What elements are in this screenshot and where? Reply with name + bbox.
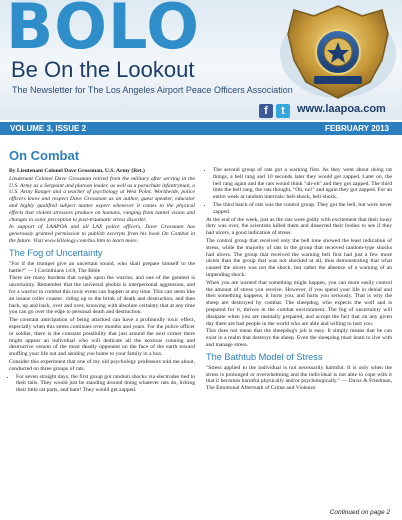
- experiment-list-continued: [206, 167, 392, 216]
- website-link[interactable]: www.laapoa.com: [297, 103, 386, 115]
- masthead: [0, 0, 402, 120]
- issue-date: FEBRUARY 2013: [324, 124, 389, 133]
- section-heading-fog: The Fog of Uncertainty: [9, 247, 103, 258]
- list-item: • The second group of rats got a warning first. As they went about doing rat things, a bell rang and 10 seconds later they would get zapped. Later on, the bell rang again and the rats would think "uh-oh" and they got zapped. The third time the bell rang, the rats thought, "Oh, no!" and again they got zapped. For an entire week at random intervals: bell-shock, bell-shock.: [213, 167, 392, 201]
- twitter-icon[interactable]: t: [276, 104, 290, 118]
- paragraph: "Stress applied to the individual is not necessarily harmful. It is only when the stress is prolonged or overwhelming and the individual is not able to cope with it that it becomes harmful physically and/or psychologically." — Davis & Friedman, The Emotional Aftermath of Crime and Violence: [206, 364, 392, 392]
- social-icons: [259, 104, 290, 118]
- paragraph: The control group that received only the bell tone showed the least indication of stress, while the majority of rats in the group that received random-type shocks had ulcers. The group that received the warning bell first had just a few more ulcers than the group that was not shocked at all, thus demonstrating that what caused the ulcers was not the shock, but rather the absence of a warning of an impending shock.: [206, 237, 392, 278]
- article-headline: On Combat: [9, 148, 80, 163]
- paragraph: The constant anticipation of being attacked can have a profoundly toxic effect, especially when this stress continues over months and years. For the police officer or soldier, there is the constant possibility that just around the next corner there might appear an individual who will dedicate all the noxious cunning and destructive venom of the most deadly opponent on the face of the earth toward snuffing your life out and sending you home to your family in a box.: [9, 317, 195, 358]
- article-column-right: [206, 167, 392, 393]
- bolo-logo: BOLO: [6, 0, 200, 63]
- author-bio: Lieutenant Colonel Dave Grossman retired from the military after serving in the U.S. Army as a Sergeant and platoon leader, as well as a parachute infantryman, a U.S. Army Ranger and a teacher of psychology at West Point. Worldwide, police officers know and respect Dave Grossman as an author, guest speaker, educator and highly qualified subject matter expert whenever it comes to the physical effects that violent stressors produce on humans, ranging from tunnel vision and changes in sonic perception to post-traumatic stress disorder.: [9, 175, 195, 223]
- facebook-icon[interactable]: f: [259, 104, 273, 118]
- newsletter-subtitle: Be On the Lookout: [11, 57, 195, 82]
- article-column-left: [9, 168, 195, 395]
- newsletter-tagline: The Newsletter for The Los Angeles Airport Peace Officers Association: [12, 85, 293, 95]
- continued-note[interactable]: Continued on page 2: [329, 509, 390, 516]
- paragraph: At the end of the week, just as the rats were giddy with excitement that their lousy duty was over, the scientists killed them and dissected their bodies to see if they had ulcers, a good indication of stress.: [206, 216, 392, 237]
- paragraph: This does not mean that the sheepdog's job is easy. It simply means that he can exist in a realm that destroys the sheep. Even the sheepdog must learn to live with and manage stress.: [206, 328, 392, 348]
- permission-note: In support of LAAPOA and all LAX police officers, Dave Grossman has generously granted permission to publish excerpts from his book On Combat in the future. Visit www.killology.com/bio.htm to learn more.: [9, 224, 195, 244]
- epigraph-quote: "For if the trumpet give an uncertain sound, who shall prepare himself to the battle?" — I Corinthians 14:8, The Bible: [9, 260, 195, 274]
- list-item: • For seven straight days, the first group got random shocks via electrodes tied to their tails. They would just be standing around doing whatever rats do, licking their little rat parts, and bam! They would get zapped.: [16, 374, 195, 394]
- paragraph: There are many burdens that weigh upon the warrior, and one of the greatest is uncertainty. Remember that the universal phobia is interpersonal aggression, and for a warrior in combat this toxic event can happen at any time. This can seem like an insane roller coaster: riding up to the brink of death and destruction, and then back, up and back, over and over, knowing with absolute certainty that at any time you can go over the edge to personal death and destruction.: [9, 275, 195, 316]
- issue-volume: VOLUME 3, ISSUE 2: [10, 124, 87, 133]
- paragraph: Consider this experiment that one of my old psychology professors told me about, conducted on three groups of rats.: [9, 358, 195, 372]
- section-heading-bathtub: The Bathtub Model of Stress: [206, 351, 323, 362]
- police-badge-icon: [278, 2, 398, 100]
- paragraph: When you are warned that something might happen, you can more easily control the amount of stress you receive. However, if you spend your life in denial and then something happens, it hurts you, and hurts you seriously. That is why the sheep are destroyed by combat. The sheepdog, who expects the wolf and is prepared for it, thrives in the combat environment. The fog of uncertainty will dissipate when you are mentally prepared, and accept the fact that on any given day there are bad people in the world who are able and willing to hurt you.: [206, 279, 392, 327]
- article-byline: By Lieutenant Colonel Dave Grossman, U.S. Army (Ret.): [9, 168, 145, 174]
- list-item: • The third batch of rats was the control group. They got the bell, but were never zapped.: [213, 202, 392, 216]
- issue-bar: [0, 122, 402, 135]
- experiment-list: [9, 374, 195, 394]
